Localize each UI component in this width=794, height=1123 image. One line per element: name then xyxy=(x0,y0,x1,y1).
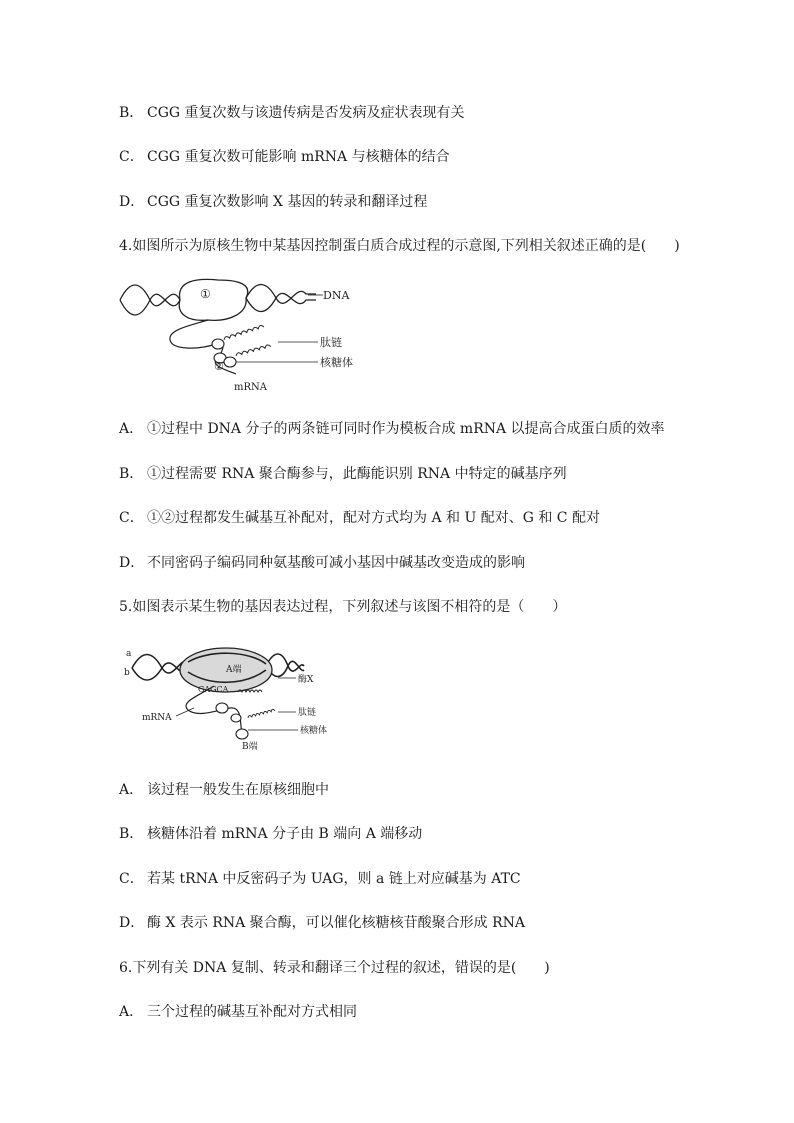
strand-a-label: a xyxy=(126,649,132,659)
q4-option-a xyxy=(119,420,665,438)
option-letter: B． xyxy=(119,826,144,842)
a-end-label: A端 xyxy=(226,665,242,675)
q5-stem: 5.如图表示某生物的基因表达过程，下列叙述与该图不相符的是（ ） xyxy=(119,599,567,615)
option-letter: A． xyxy=(119,782,144,798)
option-text: 若某 tRNA 中反密码子为 UAG，则 a 链上对应碱基为 ATC xyxy=(147,871,521,887)
peptide-chain-2 xyxy=(235,344,270,356)
q5-option-d xyxy=(119,914,525,932)
ribosome-1 xyxy=(212,339,224,349)
strand-b-label: b xyxy=(124,668,130,678)
enzyme-label: 酶X xyxy=(298,675,314,685)
q6-stem: 6.下列有关 DNA 复制、转录和翻译三个过程的叙述，错误的是( ) xyxy=(119,960,550,976)
option-letter: A． xyxy=(119,1004,144,1020)
option-text: ①②过程都发生碱基互补配对，配对方式均为 A 和 U 配对、G 和 C 配对 xyxy=(147,510,600,526)
mrna-label: mRNA xyxy=(234,382,267,393)
option-text: 不同密码子编码同种氨基酸可减小基因中碱基改变造成的影响 xyxy=(147,555,525,571)
option-letter: C． xyxy=(119,510,144,526)
q5-option-a xyxy=(119,781,329,799)
peptide-label: 肽链 xyxy=(320,336,342,349)
q6-option-a xyxy=(119,1003,357,1021)
option-text: 三个过程的碱基互补配对方式相同 xyxy=(147,1004,357,1020)
option-letter: C． xyxy=(119,871,144,887)
q5-option-b xyxy=(119,825,422,843)
ribosome-3 xyxy=(236,729,248,739)
q4-figure xyxy=(118,278,368,398)
q4-stem: 4.如图所示为原核生物中某基因控制蛋白质合成过程的示意图,下列相关叙述正确的是( ) xyxy=(119,238,680,254)
peptide-chain-1 xyxy=(223,325,264,340)
option-letter: A． xyxy=(119,421,144,437)
q4-option-b xyxy=(119,465,567,483)
mrna-label: mRNA xyxy=(142,713,172,723)
q3-option-c xyxy=(119,148,450,166)
option-text: ①过程需要 RNA 聚合酶参与，此酶能识别 RNA 中特定的碱基序列 xyxy=(147,466,567,482)
q4-option-d xyxy=(119,554,525,572)
option-text: CGG 重复次数影响 X 基因的转录和翻译过程 xyxy=(147,194,428,210)
option-letter: D． xyxy=(119,194,145,210)
q4-option-c xyxy=(119,509,600,527)
sequence-label: GAGCA xyxy=(198,685,229,694)
ribosome-1 xyxy=(216,703,228,713)
q3-option-b xyxy=(119,104,465,122)
option-letter: C． xyxy=(119,149,144,165)
peptide-chain-2 xyxy=(247,709,275,718)
peptide-label: 肽链 xyxy=(298,708,317,718)
option-letter: B． xyxy=(119,466,144,482)
option-text: 酶 X 表示 RNA 聚合酶，可以催化核糖核苷酸聚合形成 RNA xyxy=(147,915,526,931)
ribosome-label: 核糖体 xyxy=(300,726,328,736)
dna-strand-1 xyxy=(120,285,180,306)
transcription-bubble xyxy=(179,279,248,320)
option-text: ①过程中 DNA 分子的两条链可同时作为模板合成 mRNA 以提高合成蛋白质的效率 xyxy=(147,421,665,437)
option-letter: D． xyxy=(119,915,145,931)
option-text: CGG 重复次数可能影响 mRNA 与核糖体的结合 xyxy=(147,149,450,165)
option-text: CGG 重复次数与该遗传病是否发病及症状表现有关 xyxy=(147,105,465,121)
option-text: 该过程一般发生在原核细胞中 xyxy=(147,782,329,798)
option-text: 核糖体沿着 mRNA 分子由 B 端向 A 端移动 xyxy=(147,826,423,842)
q3-option-d xyxy=(119,193,427,211)
option-letter: B． xyxy=(119,105,144,121)
step1-label: ① xyxy=(200,287,211,301)
q5-figure xyxy=(118,640,348,755)
dna-label: DNA xyxy=(323,289,350,302)
b-end-label: B端 xyxy=(242,742,258,752)
ribosome-2 xyxy=(231,714,241,722)
ribosome-3 xyxy=(224,357,236,367)
ribosome-label: 核糖体 xyxy=(320,356,353,369)
dna-strand-2 xyxy=(120,294,180,315)
option-letter: D． xyxy=(119,555,145,571)
step2-label: ② xyxy=(214,360,224,373)
q5-option-c xyxy=(119,870,521,888)
